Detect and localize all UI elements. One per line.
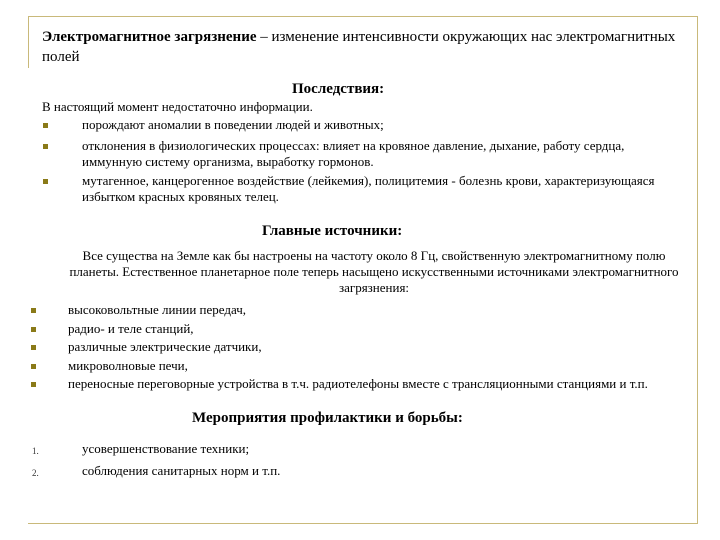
bullet-icon <box>43 144 48 149</box>
source-item-1: высоковольтные линии передач, <box>68 302 247 317</box>
frame-left-line <box>28 16 29 68</box>
consequence-item-1: порождают аномалии в поведении людей и животных; <box>82 117 384 132</box>
consequences-heading: Последствия: <box>292 81 385 97</box>
consequence-item-3: мутагенное, канцерогенное воздействие (лейкемия), полицитемия - болезнь крови, характеризующаяся избытком красных кровяных телец. <box>82 173 655 204</box>
sources-intro: Все существа на Земле как бы настроены на частоту около 8 Гц, свойственную электромагнитному полю планеты. Естественное планетарное поле теперь насыщено искусственными источниками электромагнитного загрязнения: <box>69 248 679 295</box>
slide-title <box>42 27 682 67</box>
source-item-5: переносные переговорные устройства в т.ч. радиотелефоны вместе с трансляционными станциями и т.п. <box>68 376 648 391</box>
frame-bottom-line <box>28 523 698 524</box>
sources-heading: Главные источники: <box>262 223 403 239</box>
bullet-icon <box>43 123 48 128</box>
frame-top-line <box>28 16 698 17</box>
measure-item-1: усовершенствование техники; <box>82 441 250 456</box>
title-bold: Электромагнитное загрязнение <box>42 29 257 45</box>
measure-item-2: соблюдения санитарных норм и т.п. <box>82 463 281 478</box>
bullet-icon <box>31 308 36 313</box>
frame-right-line <box>697 16 698 523</box>
consequence-item-2: отклонения в физиологических процессах: влияет на кровяное давление, дыхание, работу сердца, иммунную систему организма, выработку гормонов. <box>82 138 625 169</box>
bullet-icon <box>43 179 48 184</box>
bullet-icon <box>31 364 36 369</box>
measures-heading: Мероприятия профилактики и борьбы: <box>192 410 463 426</box>
consequences-intro: В настоящий момент недостаточно информации. <box>42 99 313 114</box>
title-rest: – изменение интенсивности окружающих нас электромагнитных полей <box>42 29 676 65</box>
list-number: 1. <box>32 446 39 456</box>
list-number: 2. <box>32 468 39 478</box>
bullet-icon <box>31 345 36 350</box>
source-item-4: микроволновые печи, <box>68 358 188 373</box>
source-item-3: различные электрические датчики, <box>68 339 262 354</box>
source-item-2: радио- и теле станций, <box>68 321 194 336</box>
bullet-icon <box>31 327 36 332</box>
bullet-icon <box>31 382 36 387</box>
